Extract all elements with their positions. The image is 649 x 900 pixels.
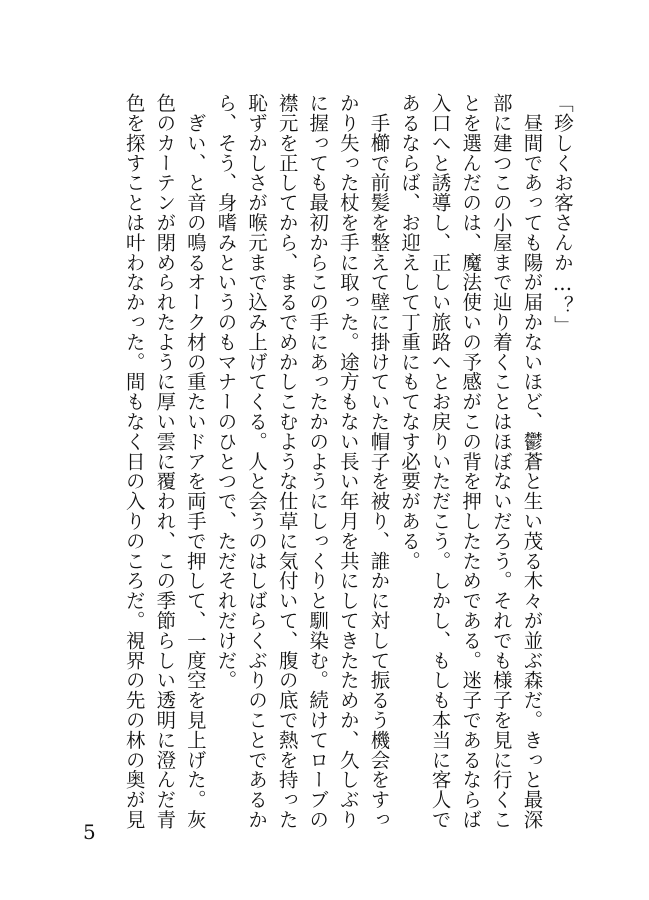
page-number: 5 (83, 820, 96, 844)
text-line: 部に建つこの小屋まで辿り着くことはほぼないだろう。それでも様子を見に行くこ (489, 93, 513, 830)
text-line: かり失った杖を手に取った。途方もない長い年月を共にしてきたためか、久しぶり (336, 93, 360, 830)
text-line: あるならば、お迎えして丁重にもてなす必要がある。 (398, 93, 422, 571)
text-line: 入口へと誘導し、正しい旅路へとお戻りいただこう。しかし、もしも本当に客人で (428, 93, 452, 830)
vertical-text-block (118, 93, 577, 830)
text-line: 色を探すことは叶わなかった。間もなく日の入りのころだ。視界の先の林の奥が見 (122, 93, 146, 830)
text-line: 恥ずかしさが喉元まで込み上げてくる。人と会うのはしばらくぶりのことであるか (245, 93, 269, 830)
text-line: 襟元を正してから、まるでめかしこむような仕草に気付いて、腹の底で熱を持った (275, 93, 299, 830)
text-line: 昼間であっても陽が届かないほど、鬱蒼と生い茂る木々が並ぶ森だ。きっと最深 (520, 93, 544, 830)
text-line: に握っても最初からこの手にあったかのようにしっくりと馴染む。続けてローブの (306, 93, 330, 830)
text-line: とを選んだのは、魔法使いの予感がこの背を押したためである。迷子であるならば (459, 93, 483, 830)
text-line: 「珍しくお客さんか…？」 (551, 93, 574, 336)
text-line: 色のカーテンが閉められたように厚い雲に覆われ、この季節らしい透明に澄んだ青 (153, 93, 177, 830)
text-line: 手櫛で前髪を整えて壁に掛けていた帽子を被り、誰かに対して振るう機会をすっ (367, 93, 391, 830)
text-line: ぎい、と音の鳴るオーク材の重たいドアを両手で押して、一度空を見上げた。灰 (183, 93, 207, 830)
text-line: ら、そう、身嗜みというのもマナーのひとつで、ただそれだけだ。 (214, 93, 238, 690)
